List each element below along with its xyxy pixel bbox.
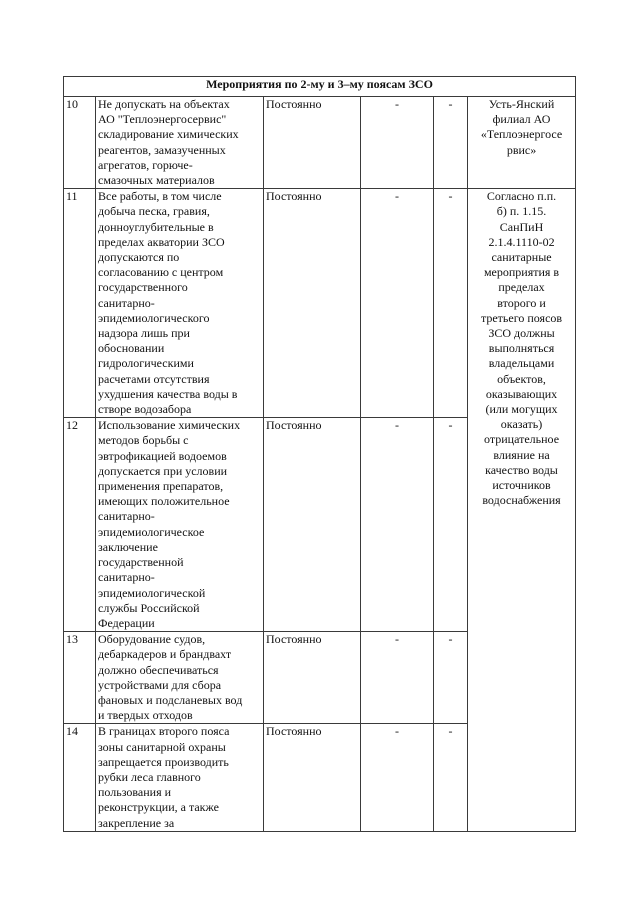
dash-cell: - bbox=[434, 418, 468, 632]
table-row bbox=[64, 189, 576, 418]
measure-text: Использование химических методов борьбы с эвтрофикацией водоемов допускается при условии применения препаратов, имеющих положительное санитарно- эпидемиологическое заключение государственной санитарно- эпидемиологической службы Российской Федерации bbox=[96, 418, 264, 632]
row-number: 14 bbox=[64, 724, 96, 831]
dash-cell: - bbox=[434, 632, 468, 724]
dash-cell: - bbox=[361, 189, 434, 418]
table-row bbox=[64, 97, 576, 189]
period-cell: Постоянно bbox=[264, 189, 361, 418]
section-header-row bbox=[64, 77, 576, 97]
measures-table bbox=[63, 76, 576, 832]
row-number: 10 bbox=[64, 97, 96, 189]
dash-cell: - bbox=[434, 97, 468, 189]
dash-cell: - bbox=[434, 724, 468, 831]
period-cell: Постоянно bbox=[264, 418, 361, 632]
dash-cell: - bbox=[361, 724, 434, 831]
dash-cell: - bbox=[361, 418, 434, 632]
period-cell: Постоянно bbox=[264, 97, 361, 189]
row-number: 13 bbox=[64, 632, 96, 724]
measure-text: Оборудование судов, дебаркадеров и брандвахт должно обеспечиваться устройствами для сбора фановых и подсланевых вод и твердых отходов bbox=[96, 632, 264, 724]
executor-cell: Усть-Янский филиал АО «Теплоэнергосе рвис» bbox=[468, 97, 576, 189]
dash-cell: - bbox=[361, 97, 434, 189]
section-title: Мероприятия по 2-му и 3–му поясам ЗСО bbox=[64, 77, 576, 97]
row-number: 12 bbox=[64, 418, 96, 632]
dash-cell: - bbox=[361, 632, 434, 724]
dash-cell: - bbox=[434, 189, 468, 418]
period-cell: Постоянно bbox=[264, 724, 361, 831]
row-number: 11 bbox=[64, 189, 96, 418]
measure-text: Все работы, в том числе добыча песка, гравия, донноуглубительные в пределах акватории ЗСО допускаются по согласованию с центром государственного санитарно- эпидемиологического надзора лишь при обосновании гидрологическими расчетами отсутствия ухудшения качества воды в створе водозабора bbox=[96, 189, 264, 418]
measure-text: Не допускать на объектах АО "Теплоэнергосервис" складирование химических реагентов, замазученных агрегатов, горюче- смазочных материалов bbox=[96, 97, 264, 189]
period-cell: Постоянно bbox=[264, 632, 361, 724]
measure-text: В границах второго пояса зоны санитарной охраны запрещается производить рубки леса главного пользования и реконструкции, а также закрепление за bbox=[96, 724, 264, 831]
executor-cell: Согласно п.п. б) п. 1.15. СанПиН 2.1.4.1110-02 санитарные мероприятия в пределах второго и третьего поясов ЗСО должны выполняться владельцами объектов, оказывающих (или могущих оказать) отрицательное влияние на качество воды источников водоснабжения bbox=[468, 189, 576, 832]
